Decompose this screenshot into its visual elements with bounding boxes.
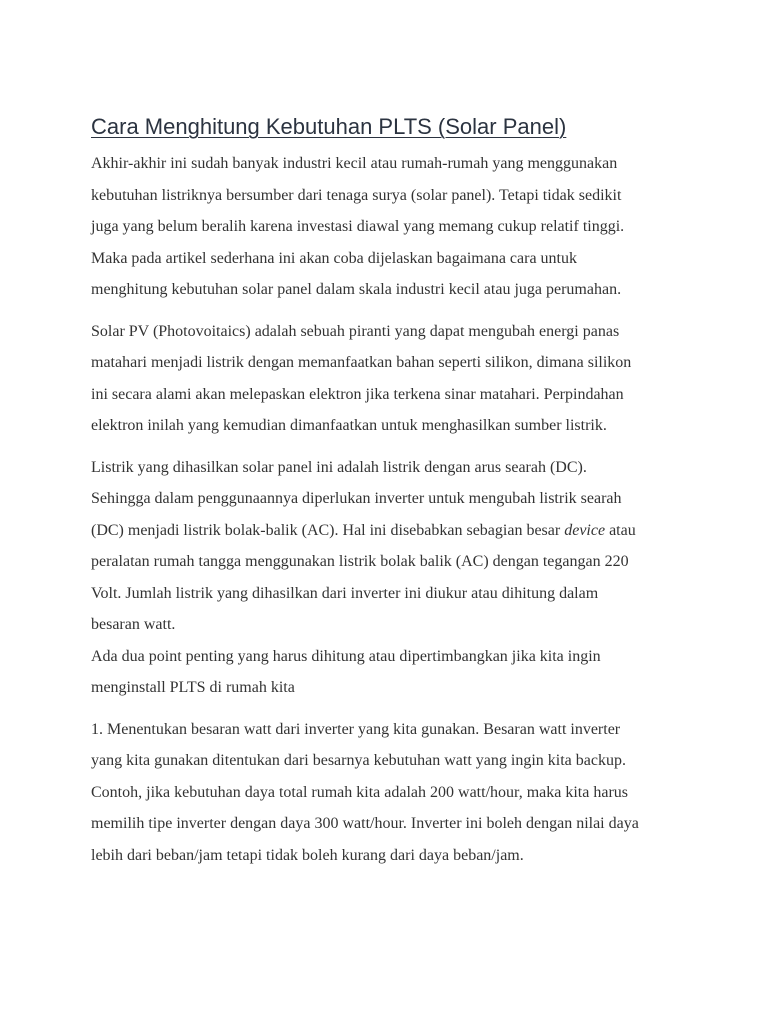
emphasis-device: device [564, 521, 606, 539]
paragraph-intro [91, 148, 681, 306]
text-run: (DC) menjadi listrik bolak-balik (AC). Hal ini disebabkan sebagian besar [91, 521, 565, 539]
paragraph-line: Solar PV (Photovoitaics) adalah sebuah piranti yang dapat mengubah energi panas [91, 322, 620, 340]
paragraph-line: juga yang belum beralih karena investasi diawal yang memang cukup relatif tinggi. [91, 218, 625, 235]
paragraph-gap [91, 442, 681, 452]
paragraph-line: lebih dari beban/jam tetapi tidak boleh kurang dari daya beban/jam. [91, 846, 524, 864]
paragraph-line: memilih tipe inverter dengan daya 300 watt/hour. Inverter ini boleh dengan nilai daya [91, 815, 639, 832]
paragraph-gap [91, 704, 681, 714]
paragraph-line: ini secara alami akan melepaskan elektron jika terkena sinar matahari. Perpindahan [91, 385, 624, 403]
article-title: Cara Menghitung Kebutuhan PLTS (Solar Panel) [91, 114, 567, 139]
paragraph-dc-ac [91, 452, 681, 704]
paragraph-line: besaran watt. [91, 616, 176, 633]
paragraph-line: Maka pada artikel sederhana ini akan coba dijelaskan bagaimana cara untuk [91, 249, 577, 267]
text-run: atau [605, 521, 636, 539]
paragraph-line [91, 515, 681, 547]
paragraph-line: matahari menjadi listrik dengan memanfaatkan bahan seperti silikon, dimana silikon [91, 354, 632, 371]
paragraph-line: peralatan rumah tangga menggunakan listrik bolak balik (AC) dengan tegangan 220 [91, 553, 629, 570]
paragraph-line: 1. Menentukan besaran watt dari inverter yang kita gunakan. Besaran watt inverter [91, 720, 621, 738]
paragraph-line: Sehingga dalam penggunaannya diperlukan inverter untuk mengubah listrik searah [91, 490, 622, 507]
paragraph-line: elektron inilah yang kemudian dimanfaatkan untuk menghasilkan sumber listrik. [91, 417, 607, 434]
paragraph-line: menginstall PLTS di rumah kita [91, 679, 295, 696]
paragraph-line: Ada dua point penting yang harus dihitung atau dipertimbangkan jika kita ingin [91, 647, 601, 665]
paragraph-line: menghitung kebutuhan solar panel dalam skala industri kecil atau juga perumahan. [91, 281, 622, 298]
document-page [91, 112, 681, 871]
paragraph-line: kebutuhan listriknya bersumber dari tenaga surya (solar panel). Tetapi tidak sedikit [91, 186, 622, 204]
paragraph-line: Volt. Jumlah listrik yang dihasilkan dari inverter ini diukur atau dihitung dalam [91, 584, 599, 602]
paragraph-line: Akhir-akhir ini sudah banyak industri kecil atau rumah-rumah yang menggunakan [91, 155, 618, 172]
paragraph-line: Contoh, jika kebutuhan daya total rumah kita adalah 200 watt/hour, maka kita harus [91, 783, 628, 801]
paragraph-line: yang kita gunakan ditentukan dari besarnya kebutuhan watt yang ingin kita backup. [91, 752, 626, 769]
paragraph-gap [91, 306, 681, 316]
paragraph-solar-pv [91, 316, 681, 442]
paragraph-line: Listrik yang dihasilkan solar panel ini adalah listrik dengan arus searah (DC). [91, 458, 587, 476]
paragraph-point-1 [91, 714, 681, 872]
